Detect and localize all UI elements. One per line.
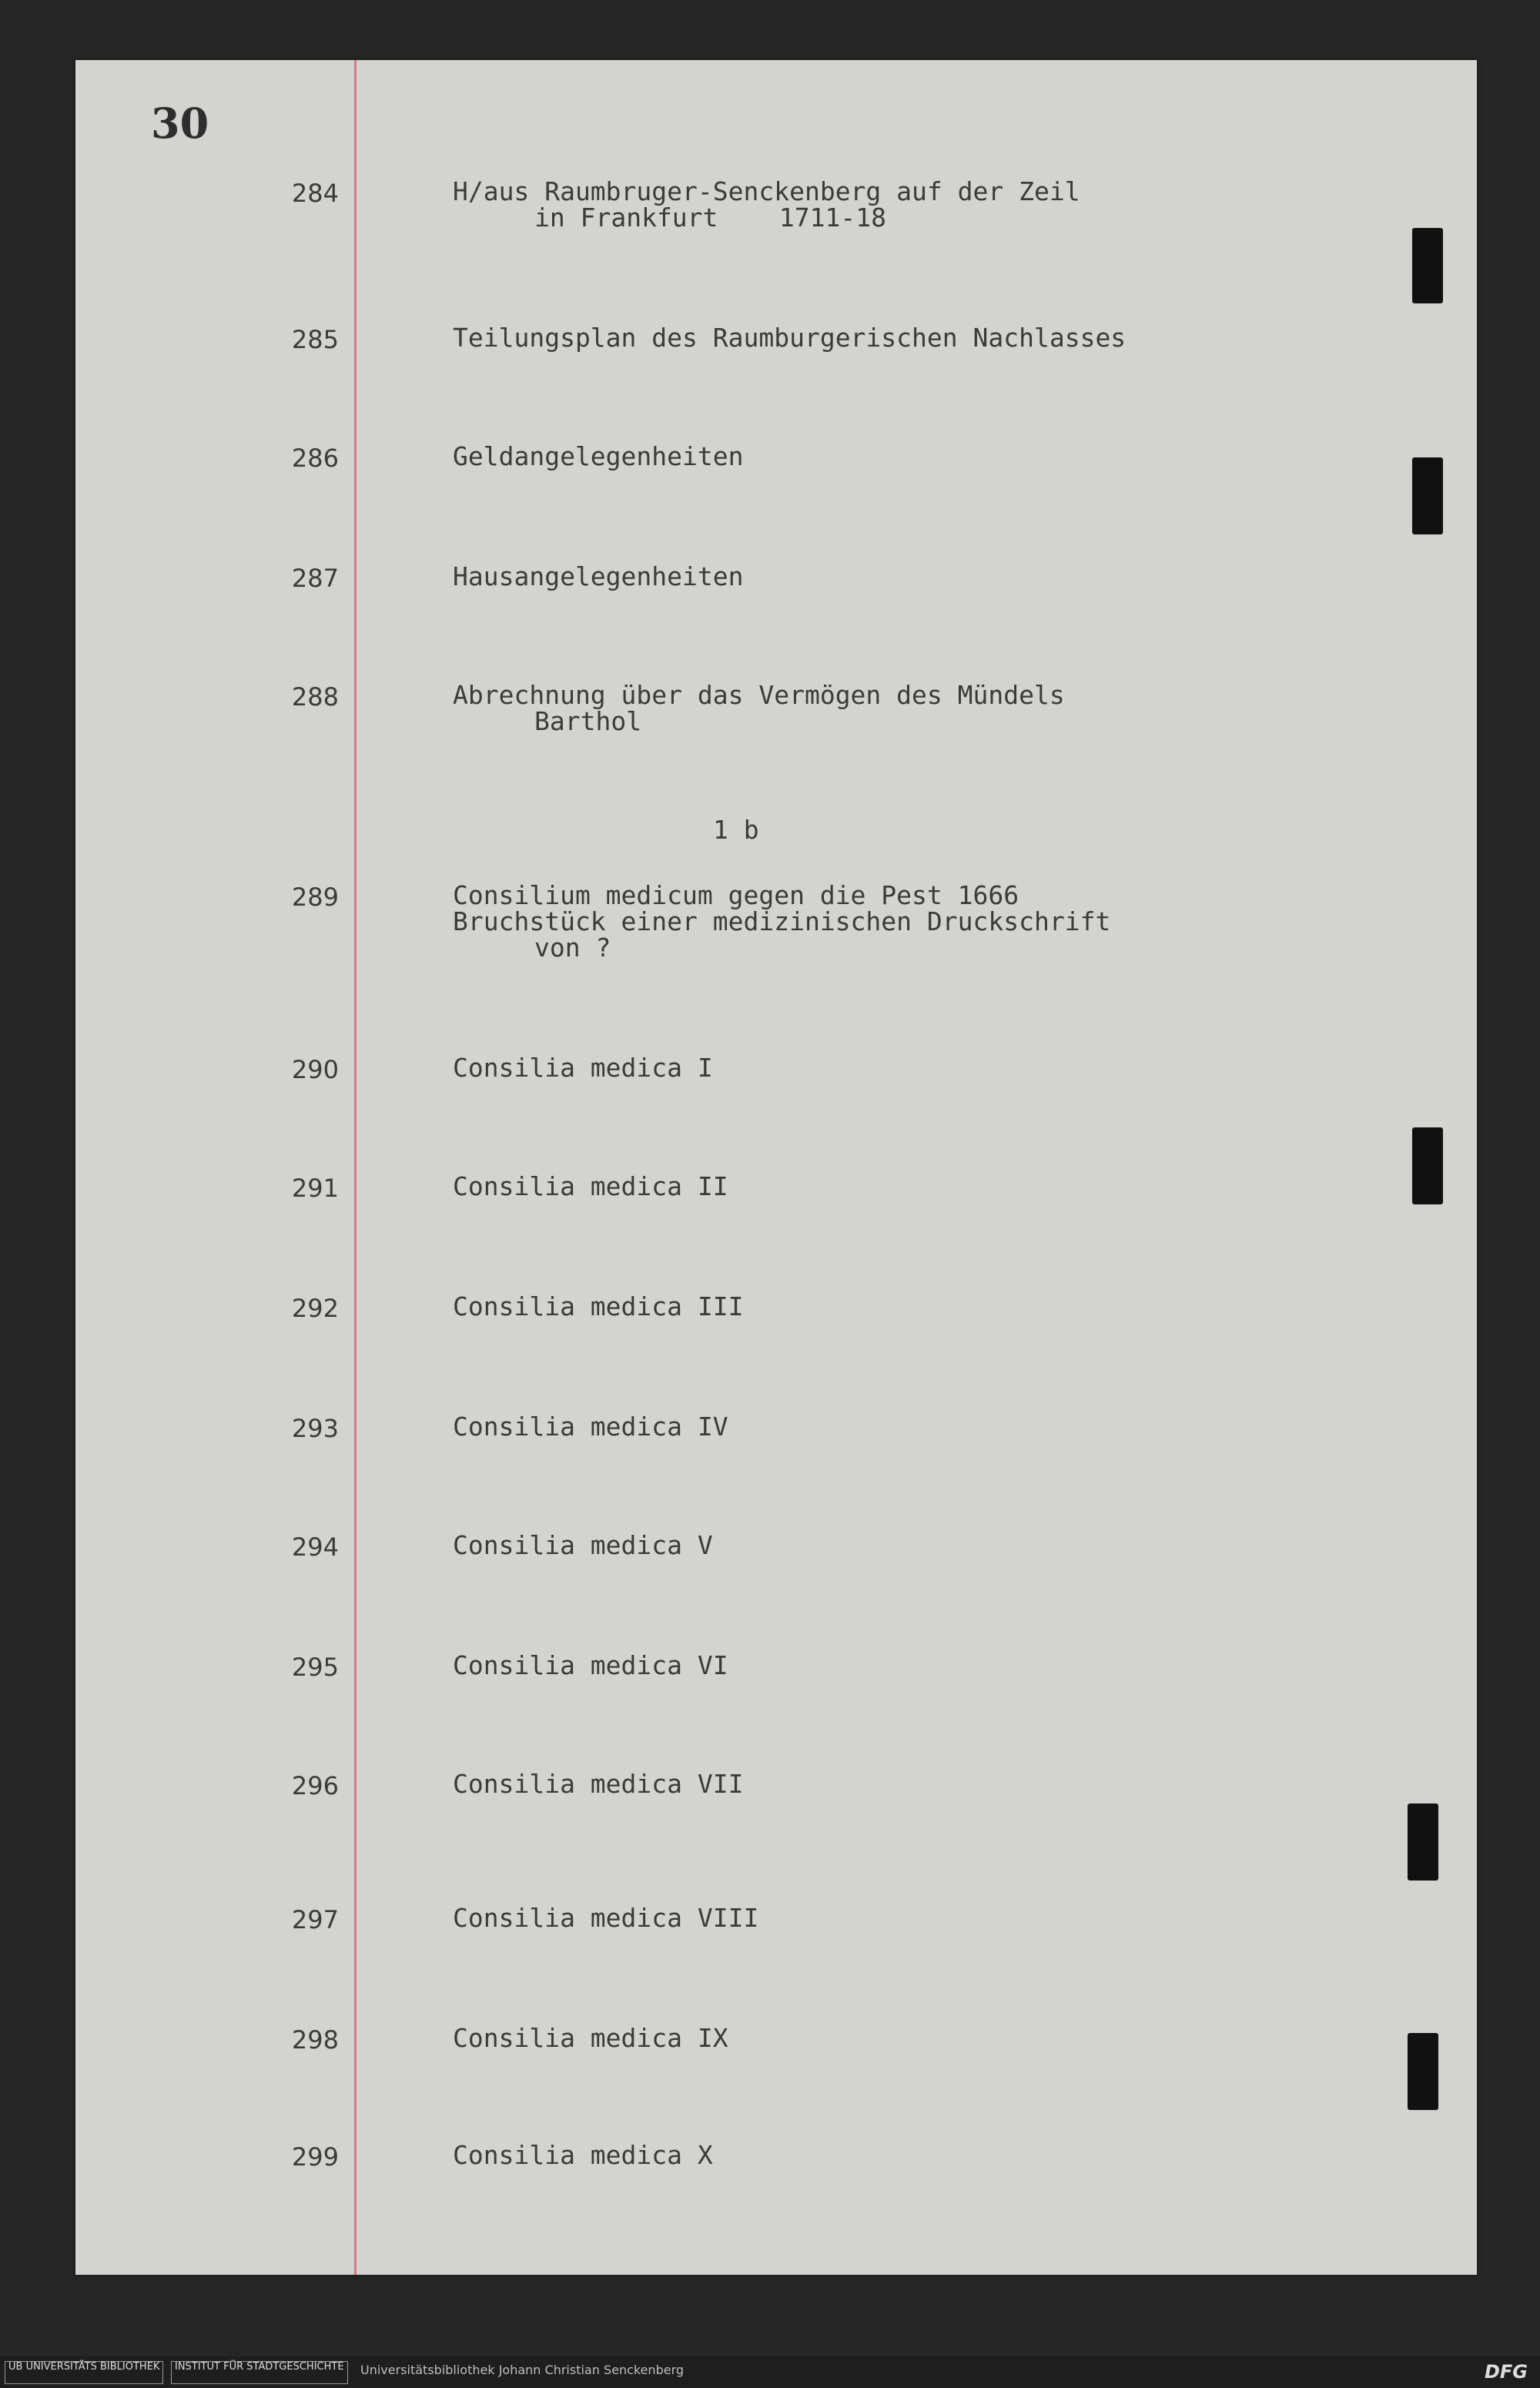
entry-text: Consilia medica VIII — [453, 1903, 759, 1933]
entry-number: 288 — [291, 682, 339, 712]
index-tab — [1412, 457, 1443, 534]
entry-text: Consilia medica X — [453, 2140, 713, 2170]
entry-text: Abrechnung über das Vermögen des Mündels Barthol — [453, 680, 1065, 736]
entry-text: Consilia medica IV — [453, 1412, 728, 1442]
entry-number: 291 — [291, 1174, 339, 1203]
entry-number: 295 — [291, 1653, 339, 1682]
document-page — [75, 60, 1477, 2275]
entry-text: Consilia medica IX — [453, 2023, 728, 2053]
entry-number: 286 — [291, 444, 339, 473]
entry-text: Consilia medica VI — [453, 1650, 728, 1680]
institute-logo: INSTITUT FÜR STADTGESCHICHTE — [171, 2361, 348, 2384]
entry-number: 299 — [291, 2142, 339, 2172]
library-logo: UB UNIVERSITÄTS BIBLIOTHEK — [5, 2361, 163, 2384]
entry-text: Consilium medicum gegen die Pest 1666 Bruchstück einer medizinischen Druckschrift von ? — [453, 880, 1111, 963]
entry-number: 294 — [291, 1532, 339, 1562]
entry-number: 292 — [291, 1294, 339, 1323]
entry-number: 298 — [291, 2025, 339, 2055]
entry-number: 297 — [291, 1905, 339, 1934]
index-tab — [1408, 1804, 1438, 1881]
entry-text: Consilia medica VII — [453, 1769, 744, 1799]
entry-number: 289 — [291, 883, 339, 912]
section-heading: 1 b — [713, 815, 759, 845]
entry-text: Geldangelegenheiten — [453, 441, 744, 471]
entry-number: 290 — [291, 1055, 339, 1084]
entry-text: Consilia medica II — [453, 1171, 728, 1201]
entry-text: H/aus Raumbruger-Senckenberg auf der Zeil in Frankfurt 1711-18 — [453, 176, 1080, 233]
index-tab — [1408, 2033, 1438, 2110]
index-tab — [1412, 228, 1443, 303]
footer-bar — [0, 2356, 1540, 2388]
entry-number: 293 — [291, 1414, 339, 1443]
dfg-logo: DFG — [1484, 2361, 1528, 2383]
red-margin-line — [354, 60, 357, 2275]
entry-text: Consilia medica I — [453, 1053, 713, 1083]
entry-text: Hausangelegenheiten — [453, 561, 744, 591]
entry-number: 285 — [291, 325, 339, 354]
entry-text: Teilungsplan des Raumburgerischen Nachlasses — [453, 323, 1127, 353]
entry-text: Consilia medica V — [453, 1530, 713, 1560]
index-tab — [1412, 1127, 1443, 1204]
page-number: 30 — [151, 99, 209, 148]
entry-number: 296 — [291, 1771, 339, 1800]
entry-text: Consilia medica III — [453, 1291, 744, 1321]
entry-number: 284 — [291, 179, 339, 208]
footer-credit: Universitätsbibliothek Johann Christian Senckenberg — [360, 2363, 685, 2377]
entry-number: 287 — [291, 564, 339, 593]
